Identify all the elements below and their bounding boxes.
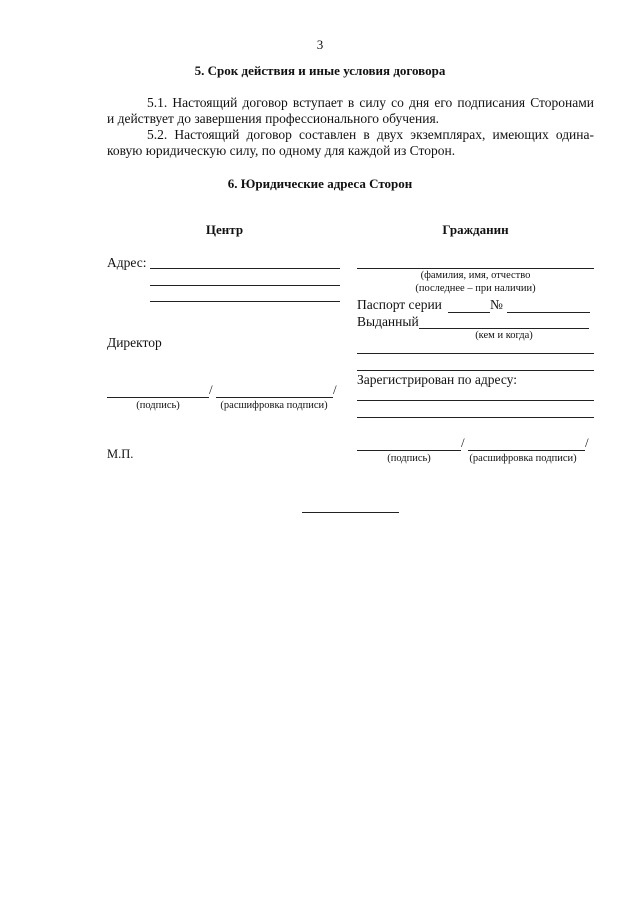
citizen-signature-slash-1: / <box>461 435 465 450</box>
fio-caption-1: (фамилия, имя, отчество <box>420 270 531 281</box>
citizen-signature-slash-2: / <box>585 435 589 450</box>
issued-line[interactable] <box>419 328 589 329</box>
center-title: Центр <box>205 222 244 237</box>
closing-separator <box>302 512 399 513</box>
director-label: Директор <box>107 335 162 350</box>
section-5-1-line2: и действует до завершения профессионального обучения. <box>107 111 440 126</box>
section-6-heading: 6. Юридические адреса Сторон <box>227 176 413 191</box>
registered-label: Зарегистрирован по адресу: <box>357 372 518 387</box>
citizen-signature-line[interactable] <box>357 450 461 451</box>
issued-line-2[interactable] <box>357 353 594 354</box>
passport-number-line[interactable] <box>507 312 590 313</box>
registered-line-2[interactable] <box>357 417 594 418</box>
citizen-decode-caption: (расшифровка подписи) <box>469 453 577 464</box>
address-label: Адрес: <box>107 255 147 270</box>
section-5-2-line2: ковую юридическую силу, по одному для каждой из Сторон. <box>107 143 456 158</box>
citizen-sign-caption: (подпись) <box>387 453 431 464</box>
section-5-2-text-a: 5.2. Настоящий договор составлен в двух экземплярах, имеющих одина- <box>147 127 594 142</box>
issued-line-3[interactable] <box>357 370 594 371</box>
citizen-title: Гражданин <box>442 222 509 237</box>
citizen-decode-line[interactable] <box>468 450 585 451</box>
section-5-heading: 5. Срок действия и иные условия договора <box>194 63 446 78</box>
passport-number-sign: № <box>490 297 503 312</box>
section-5-1-line1 <box>107 95 594 111</box>
center-signature-slash-1: / <box>209 382 213 397</box>
issued-label: Выданный <box>357 314 419 329</box>
passport-label: Паспорт серии <box>357 297 442 312</box>
fio-line[interactable] <box>357 268 594 269</box>
section-5-1-text-a: 5.1. Настоящий договор вступает в силу со дня его подписания Сторонами <box>147 95 594 110</box>
stamp-label: М.П. <box>107 447 134 461</box>
section-5-2-line1 <box>107 127 594 143</box>
center-signature-slash-2: / <box>333 382 337 397</box>
center-decode-caption: (расшифровка подписи) <box>220 400 328 411</box>
center-sign-caption: (подпись) <box>136 400 180 411</box>
passport-series-line[interactable] <box>448 312 490 313</box>
address-line-2[interactable] <box>150 285 340 286</box>
center-signature-line[interactable] <box>107 397 209 398</box>
center-decode-line[interactable] <box>216 397 333 398</box>
registered-line-1[interactable] <box>357 400 594 401</box>
address-line-3[interactable] <box>150 301 340 302</box>
page-number: 3 <box>316 37 324 52</box>
address-line-1[interactable] <box>150 268 340 269</box>
issued-caption: (кем и когда) <box>475 330 533 341</box>
fio-caption-2: (последнее – при наличии) <box>415 283 536 294</box>
